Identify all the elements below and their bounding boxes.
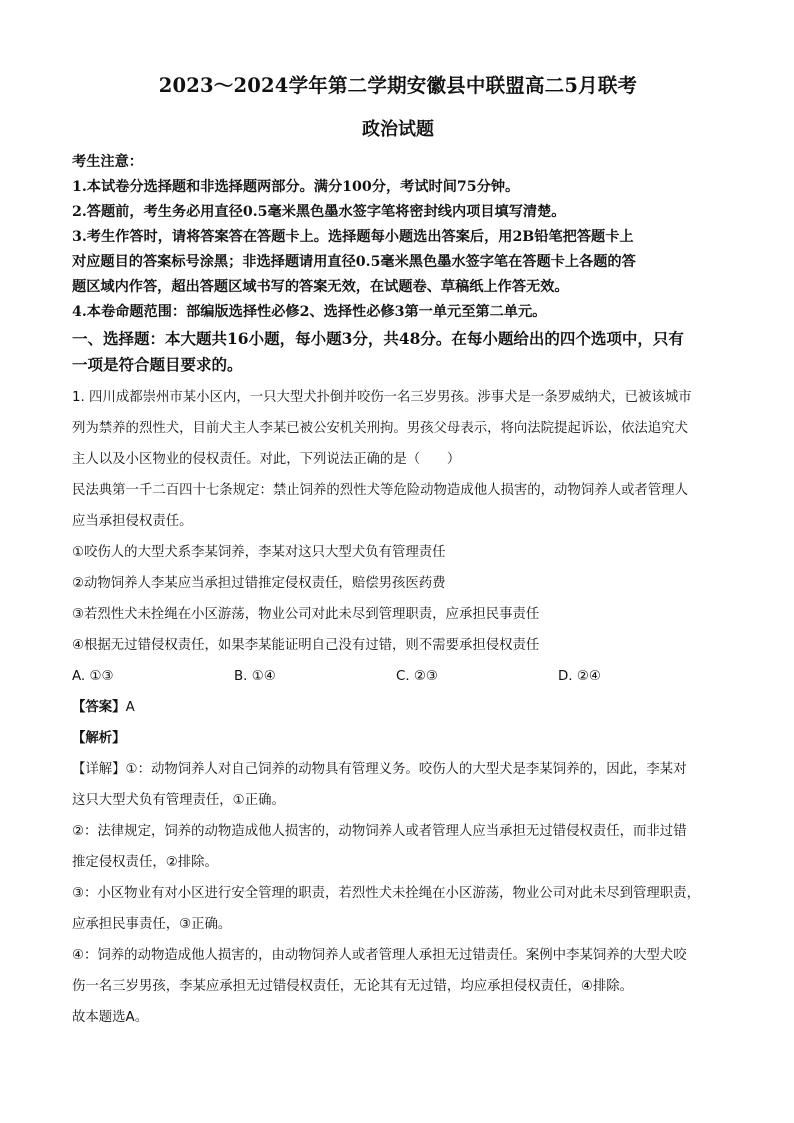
analysis-line: ④：饲养的动物造成他人损害的，由动物饲养人或者管理人承担无过错责任。案例中李某饲养的大型犬咬: [72, 948, 687, 963]
question-1: [72, 382, 724, 1033]
option-c: C. ②③: [396, 669, 438, 684]
question-stem-line: 列为禁养的烈性犬，目前犬主人李某已被公安机关刑拘。男孩父母表示，将向法院提起诉讼，依法追究犬: [72, 421, 688, 436]
question-stem-line: 1. 四川成都崇州市某小区内，一只大型犬扑倒并咬伤一名三岁男孩。涉事犬是一条罗威纳犬，已被该城市: [72, 390, 692, 405]
analysis-line: 推定侵权责任，②排除。: [72, 855, 218, 870]
analysis-line: 伤一名三岁男孩，李某应承担无过错侵权责任，无论其有无过错，均应承担侵权责任，④排除。: [72, 979, 634, 994]
answer-label: 【答案】: [72, 700, 126, 715]
analysis-line: ②：法律规定，饲养的动物造成他人损害的，动物饲养人或者管理人应当承担无过错侵权责任，而非过错: [72, 824, 687, 839]
answer-value: A: [125, 700, 135, 715]
section-heading: [72, 326, 724, 378]
section-heading-line: 一项是符合题目要求的。: [72, 355, 243, 374]
analysis-heading: [72, 723, 724, 754]
option-b: B. ①④: [234, 669, 276, 684]
question-stem-line: 民法典第一千二百四十七条规定：禁止饲养的烈性犬等危险动物造成他人损害的，动物饲养人或者管理人: [72, 483, 688, 498]
question-statement: ④根据无过错侵权责任，如果李某能证明自己没有过错，则不需要承担侵权责任: [72, 638, 540, 653]
notice-heading: 考生注意：: [72, 154, 143, 170]
analysis-line: 这只大型犬负有管理责任，①正确。: [72, 793, 285, 808]
question-stem-line: 应当承担侵权责任。: [72, 514, 193, 529]
analysis-line: 【详解】①：动物饲养人对自己饲养的动物具有管理义务。咬伤人的大型犬是李某饲养的，因此，李某对: [72, 762, 687, 777]
notice-line: 3.考生作答时，请将答案答在答题卡上。选择题每小题选出答案后，用2B铅笔把答题卡上: [72, 229, 634, 245]
notice-line: 2.答题前，考生务必用直径0.5毫米黑色墨水签字笔将密封线内项目填写清楚。: [72, 204, 566, 220]
notice-line: 4.本卷命题范围：部编版选择性必修2、选择性必修3第一单元至第二单元。: [72, 304, 547, 320]
option-a: A. ①③: [72, 669, 114, 684]
exam-title: 2023～2024学年第二学期安徽县中联盟高二5月联考: [158, 74, 638, 97]
analysis-line: 应承担民事责任，③正确。: [72, 917, 232, 932]
question-statement: ②动物饲养人李某应当承担过错推定侵权责任，赔偿男孩医药费: [72, 576, 446, 591]
answer-line: [72, 692, 724, 723]
analysis-line: ③：小区物业有对小区进行安全管理的职责，若烈性犬未拴绳在小区游荡，物业公司对此未尽到管理职责，: [72, 886, 700, 901]
question-statement: ③若烈性犬未拴绳在小区游荡，物业公司对此未尽到管理职责，应承担民事责任: [72, 607, 540, 622]
section-heading-line: 一、选择题：本大题共16小题，每小题3分，共48分。在每小题给出的四个选项中，只有: [72, 329, 684, 348]
notice-line: 1.本试卷分选择题和非选择题两部分。满分100分，考试时间75分钟。: [72, 179, 520, 195]
answer-options: [72, 661, 724, 692]
exam-subject-title: 政治试题: [362, 119, 434, 140]
notice-line: 对应题目的答案标号涂黑；非选择题请用直径0.5毫米黑色墨水签字笔在答题卡上各题的答: [72, 254, 636, 270]
option-d: D. ②④: [558, 669, 601, 684]
analysis-label: 【解析】: [72, 731, 126, 746]
analysis-line: 故本题选A。: [72, 1010, 149, 1025]
question-stem-line: 主人以及小区物业的侵权责任。对此，下列说法正确的是（ ）: [72, 452, 461, 467]
candidate-notice: [72, 150, 724, 325]
notice-line: 题区域内作答，超出答题区域书写的答案无效，在试题卷、草稿纸上作答无效。: [72, 279, 569, 295]
question-statement: ①咬伤人的大型犬系李某饲养，李某对这只大型犬负有管理责任: [72, 545, 446, 560]
